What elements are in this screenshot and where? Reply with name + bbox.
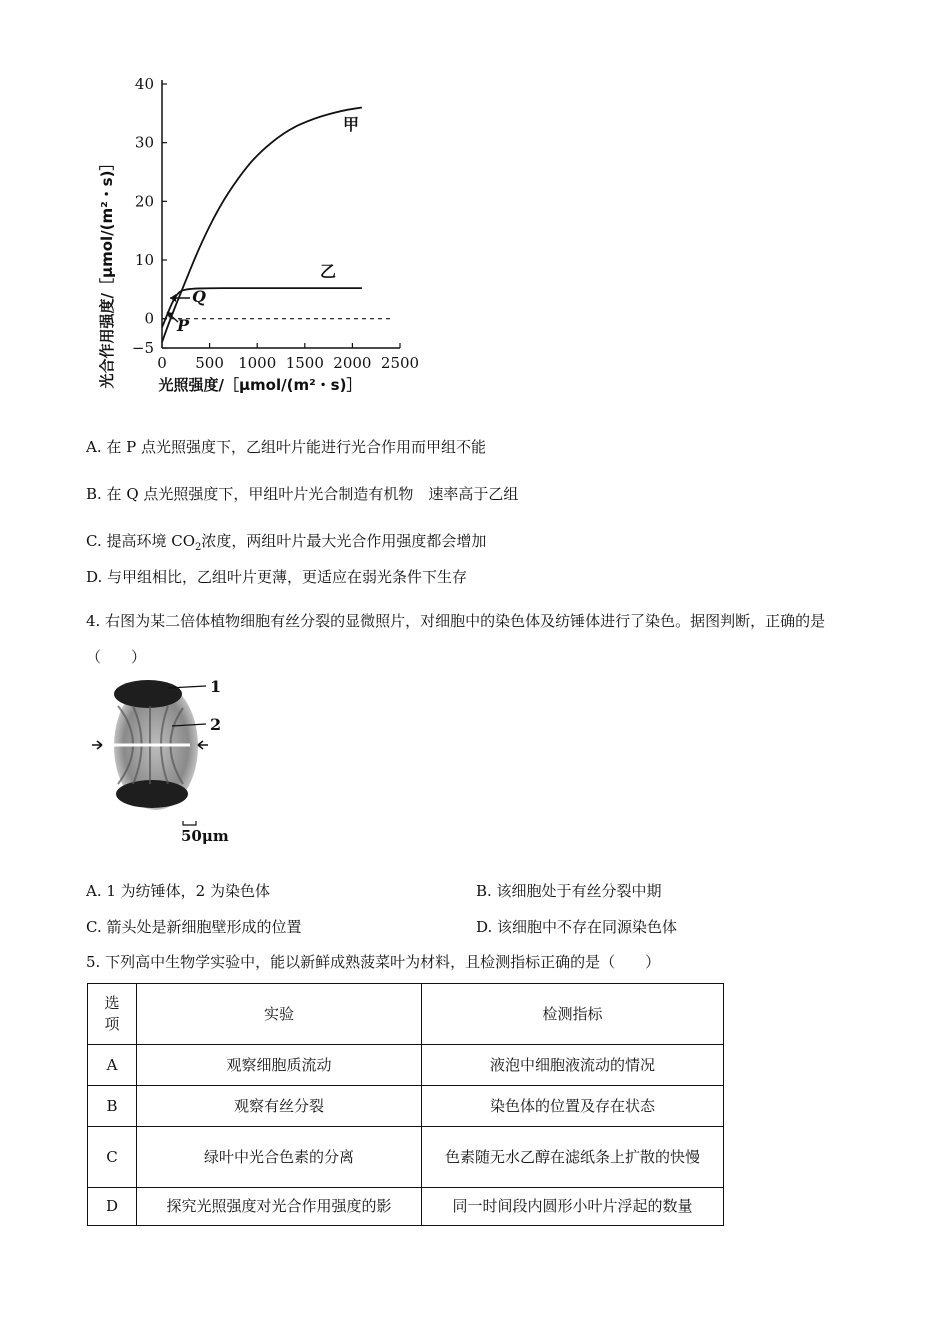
x-tick-label: 2000 [333, 354, 372, 372]
photosynthesis-chart [90, 62, 430, 407]
y-tick-label: 0 [144, 309, 154, 328]
q5-stem: 5. 下列高中生物学实验中，能以新鲜成熟菠菜叶为材料，且检测指标正确的是（ ） [86, 953, 661, 971]
q4-option-b: B. 该细胞处于有丝分裂中期 [476, 882, 662, 900]
chart-series [162, 107, 362, 342]
q4-option-a: A. 1 为纺锤体，2 为染色体 [86, 882, 270, 900]
right-arrow [198, 741, 208, 749]
series-label-jia: 甲 [343, 115, 360, 134]
y-tick-label: 10 [134, 251, 154, 269]
scale-bar [183, 821, 196, 825]
experiment-table [87, 983, 724, 1226]
scale-label: 50μm [181, 827, 229, 845]
table-cell: 液泡中细胞液流动的情况 [422, 1045, 724, 1086]
left-arrow [92, 741, 102, 749]
x-axis-label: 光照强度/［μmol/(m²・s)］ [158, 376, 362, 394]
q3-option-b: B. 在 Q 点光照强度下，甲组叶片光合制造有机物 速率高于乙组 [86, 485, 519, 503]
chart-axes [162, 80, 400, 348]
point-label-p: P [177, 316, 190, 335]
table-cell: 观察有丝分裂 [137, 1086, 422, 1127]
table-header-row [88, 984, 724, 1045]
series-label-yi: 乙 [320, 262, 337, 281]
table-cell: 探究光照强度对光合作用强度的影 [137, 1188, 422, 1226]
table-cell: 色素随无水乙醇在滤纸条上扩散的快慢 [422, 1127, 724, 1188]
table-cell: 同一时间段内圆形小叶片浮起的数量 [422, 1188, 724, 1226]
mitosis-micrograph [88, 666, 248, 846]
q4-stem: 4. 右图为某二倍体植物细胞有丝分裂的显微照片，对细胞中的染色体及纺锤体进行了染色。据图判断，正确的是（ ） [86, 612, 826, 666]
q4-option-c: C. 箭头处是新细胞壁形成的位置 [86, 918, 302, 936]
x-tick-label: 1000 [238, 354, 277, 372]
table-cell: A [88, 1045, 137, 1086]
q4-option-d: D. 该细胞中不存在同源染色体 [476, 918, 678, 936]
table-row [88, 1188, 724, 1226]
x-tick-label: 500 [195, 354, 224, 372]
table-row [88, 1045, 724, 1086]
lower-chromosomes [116, 780, 188, 808]
table-header: 选项 [88, 984, 137, 1045]
q3-option-d: D. 与甲组相比，乙组叶片更薄，更适应在弱光条件下生存 [86, 568, 468, 586]
upper-chromosomes [114, 680, 182, 708]
y-tick-label: 30 [134, 133, 154, 152]
series-line-jia [162, 107, 362, 342]
q3-option-a: A. 在 P 点光照强度下，乙组叶片能进行光合作用而甲组不能 [86, 438, 487, 456]
x-tick-label: 1500 [285, 354, 324, 372]
table-cell: D [88, 1188, 137, 1226]
x-tick-label: 2500 [380, 354, 420, 372]
table-cell: 观察细胞质流动 [137, 1045, 422, 1086]
table-cell: 染色体的位置及存在状态 [422, 1086, 724, 1127]
y-tick-label: −5 [131, 339, 154, 357]
table-cell: B [88, 1086, 137, 1127]
table-row [88, 1127, 724, 1188]
x-tick-label: 0 [157, 354, 167, 372]
label-1: 1 [210, 677, 222, 696]
table-cell: 绿叶中光合色素的分离 [137, 1127, 422, 1188]
y-axis-label: 光合作用强度/［μmol/(m²・s)］ [98, 155, 116, 389]
table-cell: C [88, 1127, 137, 1188]
q3-option-c: C. 提高环境 $CO_2$浓度，两组叶片最大光合作用强度都会增加 [86, 532, 487, 553]
label-2: 2 [210, 715, 222, 734]
table-row [88, 1086, 724, 1127]
table-header: 实验 [137, 984, 422, 1045]
y-tick-label: 40 [134, 75, 154, 93]
y-tick-label: 20 [134, 192, 154, 211]
table-header: 检测指标 [422, 984, 724, 1045]
point-label-q: Q [192, 287, 206, 306]
